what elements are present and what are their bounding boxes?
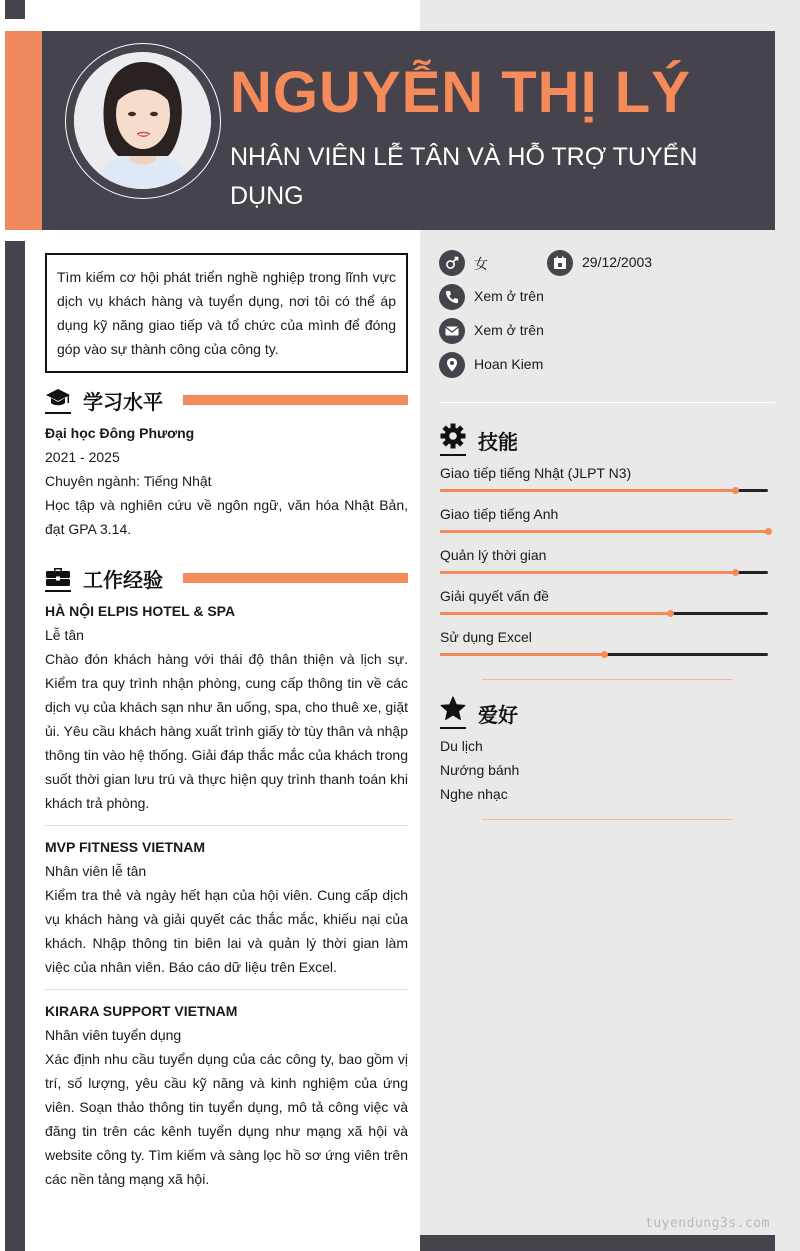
experience-heading-label: 工作经验 bbox=[83, 570, 163, 592]
hobby-item: Nướng bánh bbox=[440, 762, 520, 778]
briefcase-icon bbox=[45, 564, 71, 588]
education-years: 2021 - 2025 bbox=[45, 449, 120, 465]
phone-icon bbox=[439, 284, 465, 310]
skill-fill bbox=[440, 653, 604, 656]
skill-item bbox=[440, 465, 770, 505]
job-divider bbox=[45, 825, 408, 826]
job-description: Kiểm tra thẻ và ngày hết hạn của hội viên. Cung cấp dịch vụ khách hàng và giải quyết các thắc mắc, khiếu nại của khách. Nhập thông tin biên lai và quản lý thời gian làm việc của nhân viên. Báo cáo dữ liệu trên Excel. bbox=[45, 887, 408, 975]
job-company: MVP FITNESS VIETNAM bbox=[45, 839, 205, 855]
gender-value: 女 bbox=[474, 256, 488, 272]
skill-fill bbox=[440, 571, 735, 574]
skill-track bbox=[440, 612, 768, 615]
job-description: Chào đón khách hàng với thái độ thân thiện và lịch sự. Kiểm tra quy trình nhận phòng, cung cấp thông tin về các dịch vụ của khách sạn như ăn uống, spa, cho thuê xe, giặt ủi. Yêu cầu khách hàng xuất trình giấy tờ tùy thân và nhập thông tin vào hệ thống. Giải đáp thắc mắc của khách trong suốt thời gian lưu trú và thực hiện quy trình thanh toán khi khách trả phòng. bbox=[45, 651, 408, 811]
contact-address bbox=[439, 352, 639, 380]
job-company: HÀ NỘI ELPIS HOTEL & SPA bbox=[45, 603, 236, 619]
experience-heading bbox=[45, 563, 408, 593]
section-divider bbox=[482, 819, 732, 820]
skill-item bbox=[440, 547, 770, 587]
header-banner bbox=[5, 31, 775, 230]
avatar-ring bbox=[65, 43, 221, 199]
contact-phone bbox=[439, 284, 639, 312]
skill-name: Giao tiếp tiếng Nhật (JLPT N3) bbox=[440, 465, 632, 481]
skill-knob bbox=[732, 487, 739, 494]
skill-track bbox=[440, 489, 768, 492]
skill-knob bbox=[765, 528, 772, 535]
skill-name: Giải quyết vấn đề bbox=[440, 588, 549, 604]
avatar bbox=[74, 52, 211, 189]
envelope-icon bbox=[439, 318, 465, 344]
gear-icon bbox=[440, 423, 466, 449]
location-pin-icon bbox=[439, 352, 465, 378]
header-accent-bar bbox=[5, 31, 42, 230]
job-position: Lễ tân bbox=[45, 627, 84, 643]
education-school: Đại học Đông Phương bbox=[45, 425, 195, 441]
skill-track bbox=[440, 653, 768, 656]
skill-knob bbox=[667, 610, 674, 617]
skill-knob bbox=[601, 651, 608, 658]
phone-value: Xem ở trên bbox=[474, 288, 544, 304]
heading-underline bbox=[440, 454, 466, 456]
star-icon bbox=[440, 696, 466, 722]
hobbies-heading bbox=[440, 696, 775, 728]
contact-gender bbox=[439, 250, 539, 278]
heading-underline bbox=[45, 412, 71, 414]
heading-accent-bar bbox=[183, 395, 408, 405]
hobby-item: Nghe nhạc bbox=[440, 786, 508, 802]
skill-fill bbox=[440, 612, 670, 615]
gender-icon bbox=[439, 250, 465, 276]
job-company: KIRARA SUPPORT VIETNAM bbox=[45, 1003, 238, 1019]
contact-email bbox=[439, 318, 639, 346]
portrait-illustration bbox=[74, 52, 211, 189]
skill-fill bbox=[440, 489, 735, 492]
job-description: Xác định nhu cầu tuyển dụng của các công ty, bao gồm vị trí, số lượng, yêu cầu kỹ năng và kinh nghiệm của ứng viên. Soạn thảo thông tin tuyển dụng, mô tả công việc và đăng tin trên các kênh tuyển dụng như mạng xã hội và website công ty. Tìm kiếm và sàng lọc hồ sơ ứng viên trên các nền tảng mạng xã hội. bbox=[45, 1051, 408, 1187]
education-heading-label: 学习水平 bbox=[83, 392, 163, 414]
skill-name: Sử dụng Excel bbox=[440, 629, 532, 645]
heading-underline bbox=[440, 727, 466, 729]
candidate-title: NHÂN VIÊN LỄ TÂN VÀ HỖ TRỢ TUYỂN DỤNG bbox=[230, 143, 698, 210]
education-heading bbox=[45, 385, 408, 415]
email-value: Xem ở trên bbox=[474, 322, 544, 338]
skill-fill bbox=[440, 530, 768, 533]
graduation-cap-icon bbox=[45, 386, 71, 410]
skill-name: Giao tiếp tiếng Anh bbox=[440, 506, 559, 522]
skill-item bbox=[440, 506, 770, 546]
skill-item bbox=[440, 629, 770, 669]
skills-heading-label: 技能 bbox=[478, 432, 518, 454]
skill-knob bbox=[732, 569, 739, 576]
skill-item bbox=[440, 588, 770, 628]
hobby-item: Du lịch bbox=[440, 738, 483, 754]
contact-birthday bbox=[547, 250, 707, 278]
hobbies-heading-label: 爱好 bbox=[478, 705, 518, 727]
top-left-decor-bar bbox=[5, 0, 25, 19]
heading-underline bbox=[45, 590, 71, 592]
skill-track bbox=[440, 571, 768, 574]
section-divider bbox=[482, 679, 732, 680]
skill-track bbox=[440, 530, 768, 533]
watermark: tuyendung3s.com bbox=[645, 1216, 770, 1231]
birthday-value: 29/12/2003 bbox=[582, 254, 653, 270]
heading-accent-bar bbox=[183, 573, 408, 583]
candidate-name: NGUYỄN THỊ LÝ bbox=[230, 60, 691, 125]
education-major: Chuyên ngành: Tiếng Nhật bbox=[45, 473, 212, 489]
job-position: Nhân viên lễ tân bbox=[45, 863, 147, 879]
job-divider bbox=[45, 989, 408, 990]
contact-divider bbox=[440, 402, 775, 403]
skill-name: Quản lý thời gian bbox=[440, 547, 547, 563]
job-position: Nhân viên tuyển dụng bbox=[45, 1027, 182, 1043]
skills-heading bbox=[440, 423, 775, 455]
calendar-icon bbox=[547, 250, 573, 276]
address-value: Hoan Kiem bbox=[474, 356, 544, 372]
left-decor-bar bbox=[5, 241, 25, 1251]
education-description: Học tập và nghiên cứu về ngôn ngữ, văn hóa Nhật Bản, đạt GPA 3.14. bbox=[45, 497, 408, 537]
bottom-decor-bar bbox=[420, 1235, 775, 1251]
objective-box: Tìm kiếm cơ hội phát triển nghề nghiệp trong lĩnh vực dịch vụ khách hàng và tuyển dụng, nơi tôi có thể áp dụng kỹ năng giao tiếp và tổ chức của mình để đóng góp vào sự thành công của công ty. bbox=[45, 253, 408, 373]
